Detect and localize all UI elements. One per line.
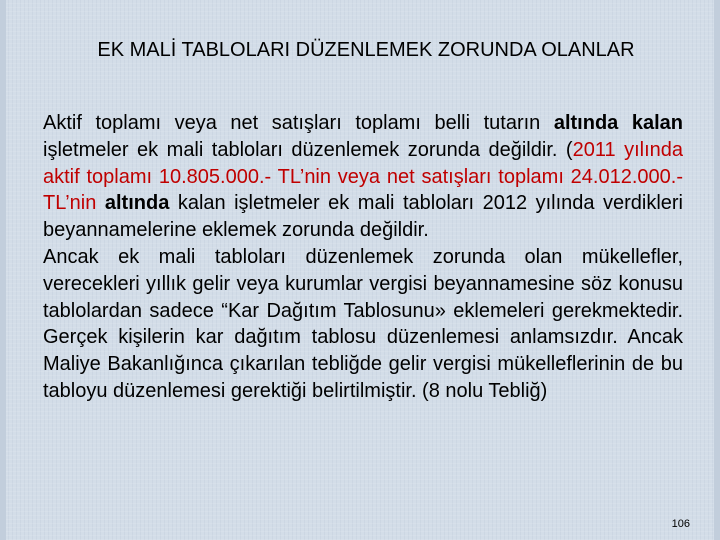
paragraph-1-text-c — [96, 192, 105, 214]
paragraph-2: Ancak ek mali tabloları düzenlemek zorunda olan mükellefler, verecekleri yıllık gelir veya kurumlar vergisi beyannamesine söz konusu tablolardan sadece “Kar Dağıtım Tablosunu» eklemeleri gerekmektedir. Gerçek kişilerin kar dağıtım tablosu düzenlemesi anlamsızdır. Ancak Maliye Bakanlığınca çıkarılan tebliğde gelir vergisi mükelleflerinin de bu tabloyu düzenlemesi gerektiği belirtilmiştir. (8 nolu Tebliğ) — [43, 245, 683, 402]
slide-body — [43, 110, 683, 405]
slide-number: 106 — [671, 518, 690, 530]
paragraph-1 — [43, 110, 683, 244]
paragraph-1-text-b: işletmeler ek mali tabloları düzenlemek zorunda değildir. ( — [43, 138, 573, 161]
slide-title: EK MALİ TABLOLARI DÜZENLEMEK ZORUNDA OLANLAR — [97, 39, 635, 61]
paragraph-1-text-a: Aktif toplamı veya net satışları toplamı belli tutarın — [43, 112, 554, 134]
paragraph-1-bold-a: altında kalan — [553, 112, 683, 134]
paragraph-1-bold-b: altında — [104, 192, 170, 215]
paragraph-1-text-d: kalan işletmeler ek mali tabloları 2012 yılında verdikleri beyannamelerine eklemek zorunda değildir. — [43, 192, 683, 242]
paragraph-1-highlight: 2011 yılında aktif toplamı 10.805.000.- TL’nin veya net satışları toplamı 24.012.000.-TL’nin — [43, 138, 683, 215]
